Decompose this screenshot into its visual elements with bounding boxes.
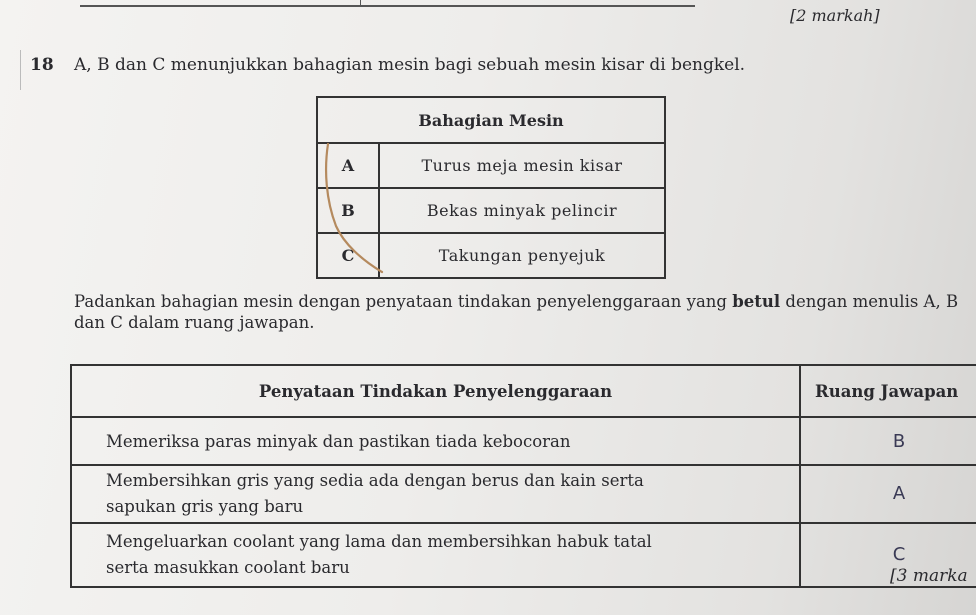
- table-row: [71, 465, 976, 523]
- answer-table: [70, 364, 976, 588]
- part-name: Bekas minyak pelincir: [379, 188, 665, 233]
- parts-table-row: [317, 233, 665, 278]
- answer-cell[interactable]: C: [800, 523, 976, 587]
- marks-label-top: [2 markah]: [790, 6, 880, 25]
- part-name: Turus meja mesin kisar: [379, 143, 665, 188]
- parts-table-title: Bahagian Mesin: [317, 97, 665, 143]
- statement-line-1: Mengeluarkan coolant yang lama dan membersihkan habuk tatal: [106, 532, 652, 551]
- table-row: [71, 523, 976, 587]
- top-rule-tick: [360, 0, 361, 6]
- parts-table-header-row: [317, 97, 665, 143]
- question-text: A, B dan C menunjukkan bahagian mesin bagi sebuah mesin kisar di bengkel.: [74, 55, 746, 75]
- machine-parts-table: [316, 96, 666, 279]
- margin-line: [20, 50, 21, 90]
- statement-line-2: serta masukkan coolant baru: [106, 558, 350, 577]
- instruction-text: [74, 291, 964, 333]
- part-name: Takungan penyejuk: [379, 233, 665, 278]
- part-key: B: [317, 188, 379, 233]
- statement-cell: [71, 465, 800, 523]
- answer-cell[interactable]: A: [800, 465, 976, 523]
- statement-cell: [71, 523, 800, 587]
- instruction-part1: Padankan bahagian mesin dengan penyataan tindakan penyelenggaraan yang: [74, 292, 733, 311]
- table-row: [71, 417, 976, 465]
- part-key: A: [317, 143, 379, 188]
- statement-line-2: sapukan gris yang baru: [106, 497, 304, 516]
- parts-table-row: [317, 143, 665, 188]
- top-rule: [80, 0, 695, 7]
- marks-label-bottom: [3 marka: [890, 566, 968, 586]
- part-key: C: [317, 233, 379, 278]
- statement-line-1: Membersihkan gris yang sedia ada dengan berus dan kain serta: [106, 471, 644, 490]
- answer-cell[interactable]: B: [800, 417, 976, 465]
- statement-line-1: Memeriksa paras minyak dan pastikan tiada kebocoran: [106, 431, 571, 451]
- parts-table-row: [317, 188, 665, 233]
- statement-column-header: Penyataan Tindakan Penyelenggaraan: [71, 365, 800, 417]
- statement-cell: [71, 417, 800, 465]
- answer-table-header-row: [71, 365, 976, 417]
- answer-column-header: Ruang Jawapan: [800, 365, 976, 417]
- instruction-part2: dengan menulis A, B dan C dalam ruang jawapan.: [74, 292, 959, 332]
- question-number: 18: [30, 55, 54, 75]
- instruction-bold: betul: [732, 292, 781, 311]
